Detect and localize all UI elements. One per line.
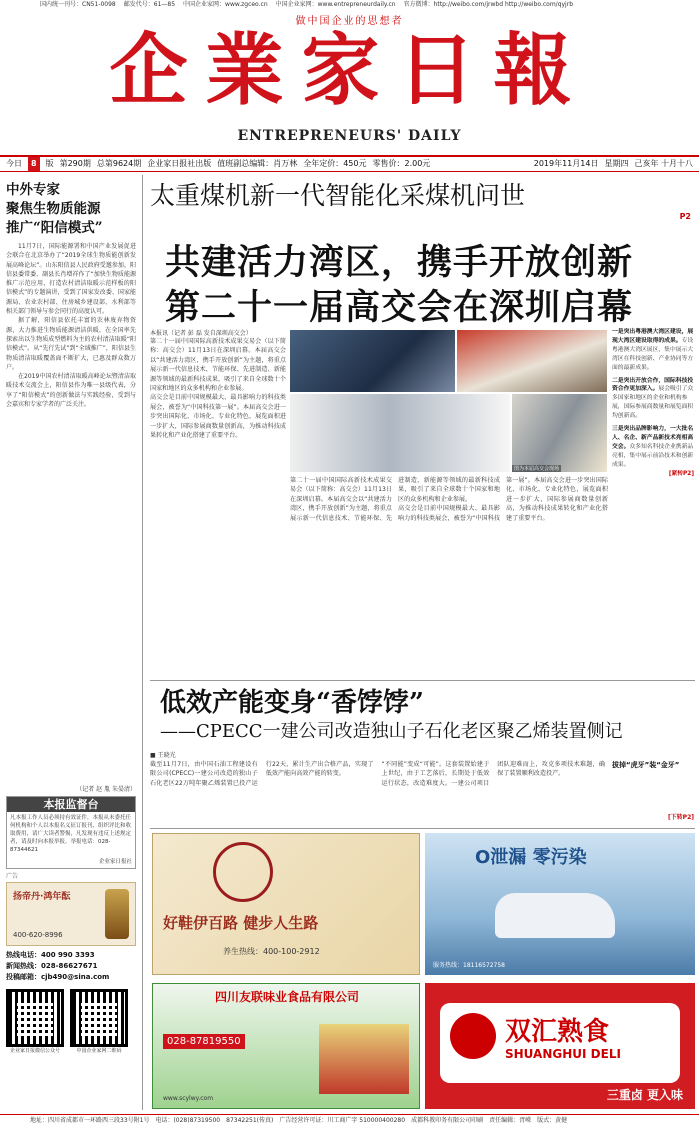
issue-number: 第290期 — [59, 159, 91, 168]
seasoning-ad-company: 四川友联味业食品有限公司 — [214, 990, 359, 1004]
second-byline: ■ 王晓光 — [150, 752, 176, 759]
expo-photo — [457, 330, 607, 392]
point-text: 专设粤港澳大湾区展区，集中展示大湾区在科技创新、产业协同等方面的最新成果。 — [612, 337, 694, 371]
divider — [150, 828, 695, 829]
masthead-logo: 企業家日報 — [109, 25, 590, 116]
main-byline: 本报讯（记者 彭 磊 发自深圳高交会） — [150, 330, 252, 337]
sub-headline[interactable]: 太重煤机新一代智能化采煤机问世 — [150, 181, 526, 210]
product-jars-icon — [319, 1024, 409, 1094]
paragraph: “不同能”变成“可能”。这套装置始建于上世纪，由于工艺落后，长期处于低效运行状态，改造难度大。一建公司项目团队迎难而上，攻克多项技术难题，确保了装置顺利改造投产。 — [381, 761, 605, 787]
seasoning-ad-web[interactable]: www.scylwy.com — [163, 1095, 214, 1102]
ad-label: 广告 — [6, 873, 19, 880]
liquor-ad[interactable] — [6, 882, 136, 946]
second-subheadline[interactable]: ——CPECC一建公司改造独山子石化老区聚乙烯装置侧记 — [160, 721, 623, 742]
cn-number: 国内统一刊号：CN51-0098 — [40, 1, 116, 8]
single-price: 零售价：2.00元 — [372, 159, 431, 168]
bottle-icon — [105, 889, 129, 939]
continue-ref[interactable]: [紧转P2] — [668, 470, 694, 477]
left-column — [0, 175, 143, 1110]
lunar-date: 己亥年 十月十八 — [634, 159, 693, 168]
footer: 地址：四川省成都市一环路西三段33号附1号 电话：(028)87319500 87342251(传真) 广告经营许可证：川工商广字 510000400280 成都科教印务有限公司印刷 责任编辑：胥嵘 版式：黄健 — [0, 1114, 699, 1126]
contact-block — [6, 950, 136, 983]
qr-code-icon[interactable] — [70, 989, 128, 1047]
masthead-english: ENTREPRENEURS' DAILY — [237, 128, 462, 144]
issue-info-bar — [0, 155, 699, 172]
paragraph: 11月7日，国际能源署和中国产业发展促进会联合在北京举办了“2019全球生物质能创新发展高峰论坛”。山东阳信县人民政府受邀参加，阳信县委常委、副县长肖增祥作了“加快生物质能源推广示范应用，打造农村清洁取暖示范样板的阳信模式”的专题演讲，受到了国家发改委、国家能源局、农业农村部、住房城乡建设部、水利部等相关部门领导与参会同行的高度认可。 — [6, 243, 136, 316]
news-hotline: 新闻热线：028-86627671 — [6, 962, 98, 970]
paragraph: 第二十一届中国国际高新技术成果交易会（以下简称：高交会）11月13日在深圳启幕。本届高交会以“共建活力湾区，携手开放创新”为主题，将重点展示新一代信息技术、节能环保、先进制造、新能源等领域的最新科技成果，吸引了来自全球数十个国家和地区的众多机构和企业参展。 — [150, 338, 286, 393]
paragraph: 据了解，阳信县依托丰富的农林废弃物资源，大力推进生物质能源清洁供暖，在全国率先探索出以生物质成型燃料为主的农村清洁取暖“阳信模式”。从“先行先试”到“全域推广”，阳信县生物质清洁取暖覆盖面不断扩大，已惠及群众数万户。 — [6, 317, 136, 371]
seal-logo-icon — [213, 842, 273, 902]
issue-date: 2019年11月14日 — [533, 159, 599, 168]
left-headline-line: 聚焦生物质能源 — [6, 201, 101, 217]
qr-code-icon[interactable] — [6, 989, 64, 1047]
shoe-ad-slogan: 好鞋伊百路 健步人生路 — [163, 914, 319, 932]
car-ad[interactable] — [425, 833, 695, 975]
point-title: 二是突出开放合作，国际科技投资合作更加深入。 — [612, 377, 694, 393]
point-text: 众多知名科技企业携新品亮相，集中展示前沿技术和创新成果。 — [612, 443, 694, 468]
main-headline-line: 第二十一届高交会在深圳启幕 — [165, 287, 634, 328]
left-byline: （记者 赵 胤 朱晏清） — [76, 786, 136, 793]
supervision-notice — [6, 796, 136, 869]
notice-text: 凡本报工作人员必须持有效证件，本报从未委托任何机构和个人以本报名义征订报刊、组织评比和收取费用，请广大读者警惕，凡发现有违反上述规定者，请及时向本报举报。举报电话：028-87344621 — [10, 815, 132, 853]
page-ref[interactable]: P2 — [679, 212, 691, 221]
notice-title: 本报监督台 — [7, 797, 135, 812]
expo-photo — [290, 330, 455, 392]
pig-logo-icon — [450, 1013, 496, 1059]
hotline: 热线电话：400 990 3393 — [6, 951, 95, 959]
website-1[interactable]: 中国企业家网：www.zgceo.cn — [183, 1, 268, 8]
point-title: 一是突出粤港澳大湾区建设，展现大湾区建设取得的成果。 — [612, 329, 694, 344]
main-article-cols — [290, 476, 608, 672]
main-article-col1 — [150, 337, 286, 672]
seasoning-ad[interactable] — [152, 983, 420, 1109]
shoe-ad[interactable] — [152, 833, 420, 975]
car-icon — [495, 893, 615, 938]
second-side-title: 拔掉“虎牙”装“金牙” — [612, 761, 680, 769]
second-headline[interactable]: 低效产能变身“香饽饽” — [160, 688, 424, 718]
post-code: 邮发代号：61—85 — [123, 1, 176, 8]
editor: 值班副总编辑：肖万林 — [217, 159, 298, 168]
seasoning-ad-phone: 028-87819550 — [163, 1034, 245, 1049]
liquor-ad-phone: 400-620-8996 — [13, 931, 63, 939]
page-count: 8 — [28, 157, 40, 171]
paragraph: 高交会是目前中国规模最大、最具影响力的科技类展会，被誉为“中国科技第一展”。本届高交会进一步突出国际化、市场化、专业化特色，展览面积进一步扩大，国际参展商数量创新高，为推动科技成果转化和产业化搭建了重要平台。 — [150, 394, 286, 440]
expo-photo — [290, 394, 510, 472]
deli-ad[interactable] — [425, 983, 695, 1109]
point-text: 展会吸引了众多国家和地区的企业和机构参展，国际参展商数量和展览面积均创新高。 — [612, 386, 694, 420]
total-number: 总第9624期 — [96, 159, 142, 168]
weekday: 星期四 — [604, 159, 629, 168]
shoe-ad-phone: 养生热线：400-100-2912 — [223, 947, 320, 956]
notice-sign: 企业家日报社 — [98, 859, 132, 865]
weibo[interactable]: 官方微博：http://weibo.com/jrwbd http://weibo.com/qyjrb — [403, 1, 574, 8]
publisher: 企业家日报社出版 — [147, 159, 212, 168]
main-headline[interactable] — [165, 240, 685, 330]
paragraph: 高交会是目前中国规模最大、最具影响力的科技类展会，被誉为“中国科技第一展”。本届高交会进一步突出国际化、市场化、专业化特色，展览面积进一步扩大，国际参展商数量创新高，为推动科技成果转化和产业化搭建了重要平台。 — [398, 477, 608, 522]
today-label: 今日 — [6, 159, 22, 168]
slogan: 做中国企业的思想者 — [295, 16, 404, 27]
left-headline-line: 中外专家 — [6, 182, 60, 198]
car-ad-slogan: O泄漏 零污染 — [475, 847, 587, 868]
left-headline[interactable] — [0, 175, 142, 238]
left-article-body — [0, 238, 142, 783]
photo-caption: 图为本届高交会现场 — [514, 466, 560, 472]
deli-ad-slogan: 三重卤 更入味 — [606, 1088, 683, 1102]
paragraph: 截至11月7日，由中国石油工程建设有限公司(CPECC)一建公司改造的独山子石化老区22万吨年聚乙烯装置已投产运行22天，累计生产出合格产品，实现了低效产能向高效产能的转变。 — [150, 761, 374, 787]
main-headline-line: 共建活力湾区，携手开放创新 — [165, 242, 634, 283]
paragraph: 在2019中国农村清洁取暖高峰论坛暨清洁取暖技术交流会上，阳信县作为唯一县级代表，分享了“阳信模式”的创新做法与实践经验，受到与会嘉宾和专家学者的广泛关注。 — [6, 373, 136, 409]
deli-ad-brand: 双汇熟食 — [505, 1017, 610, 1047]
pages-suffix: 版 — [45, 159, 54, 168]
top-info-bar — [0, 0, 699, 9]
second-continue-ref[interactable]: [下转P2] — [667, 814, 694, 821]
qr-caption: 企业家日报微信公众号 — [9, 1048, 60, 1054]
left-headline-line: 推广“阳信模式” — [6, 220, 103, 236]
divider — [150, 680, 695, 681]
annual-price: 全年定价：450元 — [303, 159, 367, 168]
submission-email[interactable]: 投稿邮箱：cjb490@sina.com — [6, 973, 110, 981]
deli-ad-english: SHUANGHUI DELI — [505, 1047, 621, 1061]
paragraph: 第二十一届中国国际高新技术成果交易会（以下简称：高交会）11月13日在深圳启幕。本届高交会以“共建活力湾区，携手开放创新”为主题，将重点展示新一代信息技术、节能环保、先进制造、新能源等领域的最新科技成果，吸引了来自全球数十个国家和地区的众多机构和企业参展。 — [290, 477, 500, 522]
point-title: 三是突出品牌影响力，一大批名人、名企、新产品新技术亮相高交会。 — [612, 426, 694, 450]
qr-caption: 中国企业家网二维码 — [76, 1048, 122, 1054]
right-column — [612, 328, 694, 479]
expo-photo — [512, 394, 607, 472]
car-ad-phone: 服务热线：18116572758 — [433, 962, 505, 969]
liquor-ad-name: 扬帝丹·鸿年酝 — [13, 892, 71, 902]
qr-codes — [0, 987, 142, 1056]
second-article-body — [150, 760, 605, 824]
website-2[interactable]: 中国企业家网：www.entrepreneurdaily.cn — [275, 1, 396, 8]
